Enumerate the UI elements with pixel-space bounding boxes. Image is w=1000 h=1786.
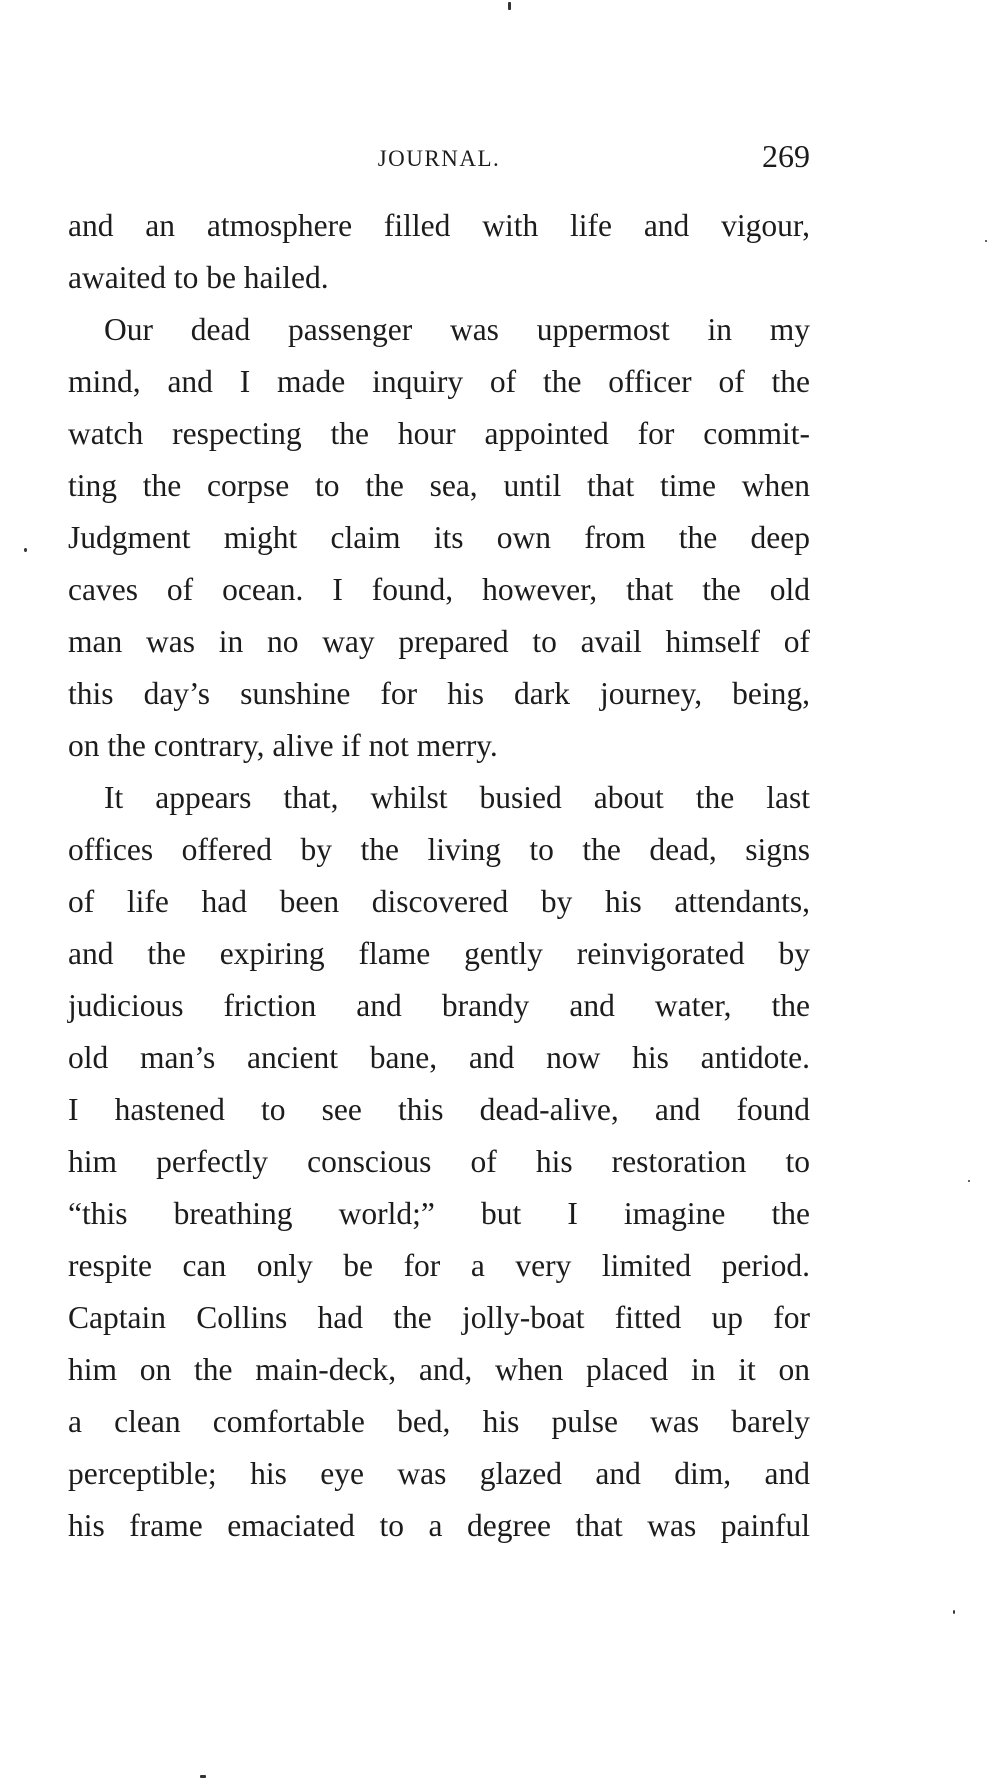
text-line: “this breathing world;” but I imagine the [68, 1196, 810, 1231]
text-line: him perfectly conscious of his restoration to [68, 1144, 810, 1179]
scan-speck [985, 240, 987, 242]
running-title: JOURNAL. [377, 146, 501, 171]
text-line: ting the corpse to the sea, until that time when [68, 468, 810, 503]
scan-speck [968, 1180, 970, 1182]
text-line: perceptible; his eye was glazed and dim, and [68, 1456, 810, 1491]
text-line: this day’s sunshine for his dark journey, being, [68, 676, 810, 711]
text-line: of life had been discovered by his attendants, [68, 884, 810, 919]
text-line: caves of ocean. I found, however, that the old [68, 572, 810, 607]
text-line: I hastened to see this dead-alive, and found [68, 1092, 810, 1127]
text-line: respite can only be for a very limited period. [68, 1248, 810, 1283]
body-text [68, 200, 810, 1552]
text-line: a clean comfortable bed, his pulse was barely [68, 1404, 810, 1439]
text-line: mind, and I made inquiry of the officer of the [68, 364, 810, 399]
text-line: man was in no way prepared to avail himself of [68, 624, 810, 659]
running-head [68, 138, 810, 178]
text-line: on the contrary, alive if not merry. [68, 728, 498, 763]
text-line: him on the main-deck, and, when placed in it on [68, 1352, 810, 1387]
text-line: Our dead passenger was uppermost in my [104, 312, 810, 347]
text-line: Captain Collins had the jolly-boat fitted up for [68, 1300, 810, 1335]
scan-speck [200, 1775, 206, 1778]
page-number: 269 [762, 138, 810, 174]
scan-speck [953, 1610, 955, 1614]
text-line: old man’s ancient bane, and now his antidote. [68, 1040, 810, 1075]
text-line: It appears that, whilst busied about the last [104, 780, 810, 815]
scan-speck [508, 2, 511, 10]
text-line: watch respecting the hour appointed for commit- [68, 416, 810, 451]
scan-speck [24, 548, 27, 552]
text-line: and an atmosphere filled with life and vigour, [68, 208, 810, 243]
text-line: his frame emaciated to a degree that was painful [68, 1508, 810, 1543]
text-line: and the expiring flame gently reinvigorated by [68, 936, 810, 971]
text-line: Judgment might claim its own from the deep [68, 520, 810, 555]
text-line: offices offered by the living to the dead, signs [68, 832, 810, 867]
text-line: awaited to be hailed. [68, 260, 329, 295]
text-line: judicious friction and brandy and water, the [68, 988, 810, 1023]
